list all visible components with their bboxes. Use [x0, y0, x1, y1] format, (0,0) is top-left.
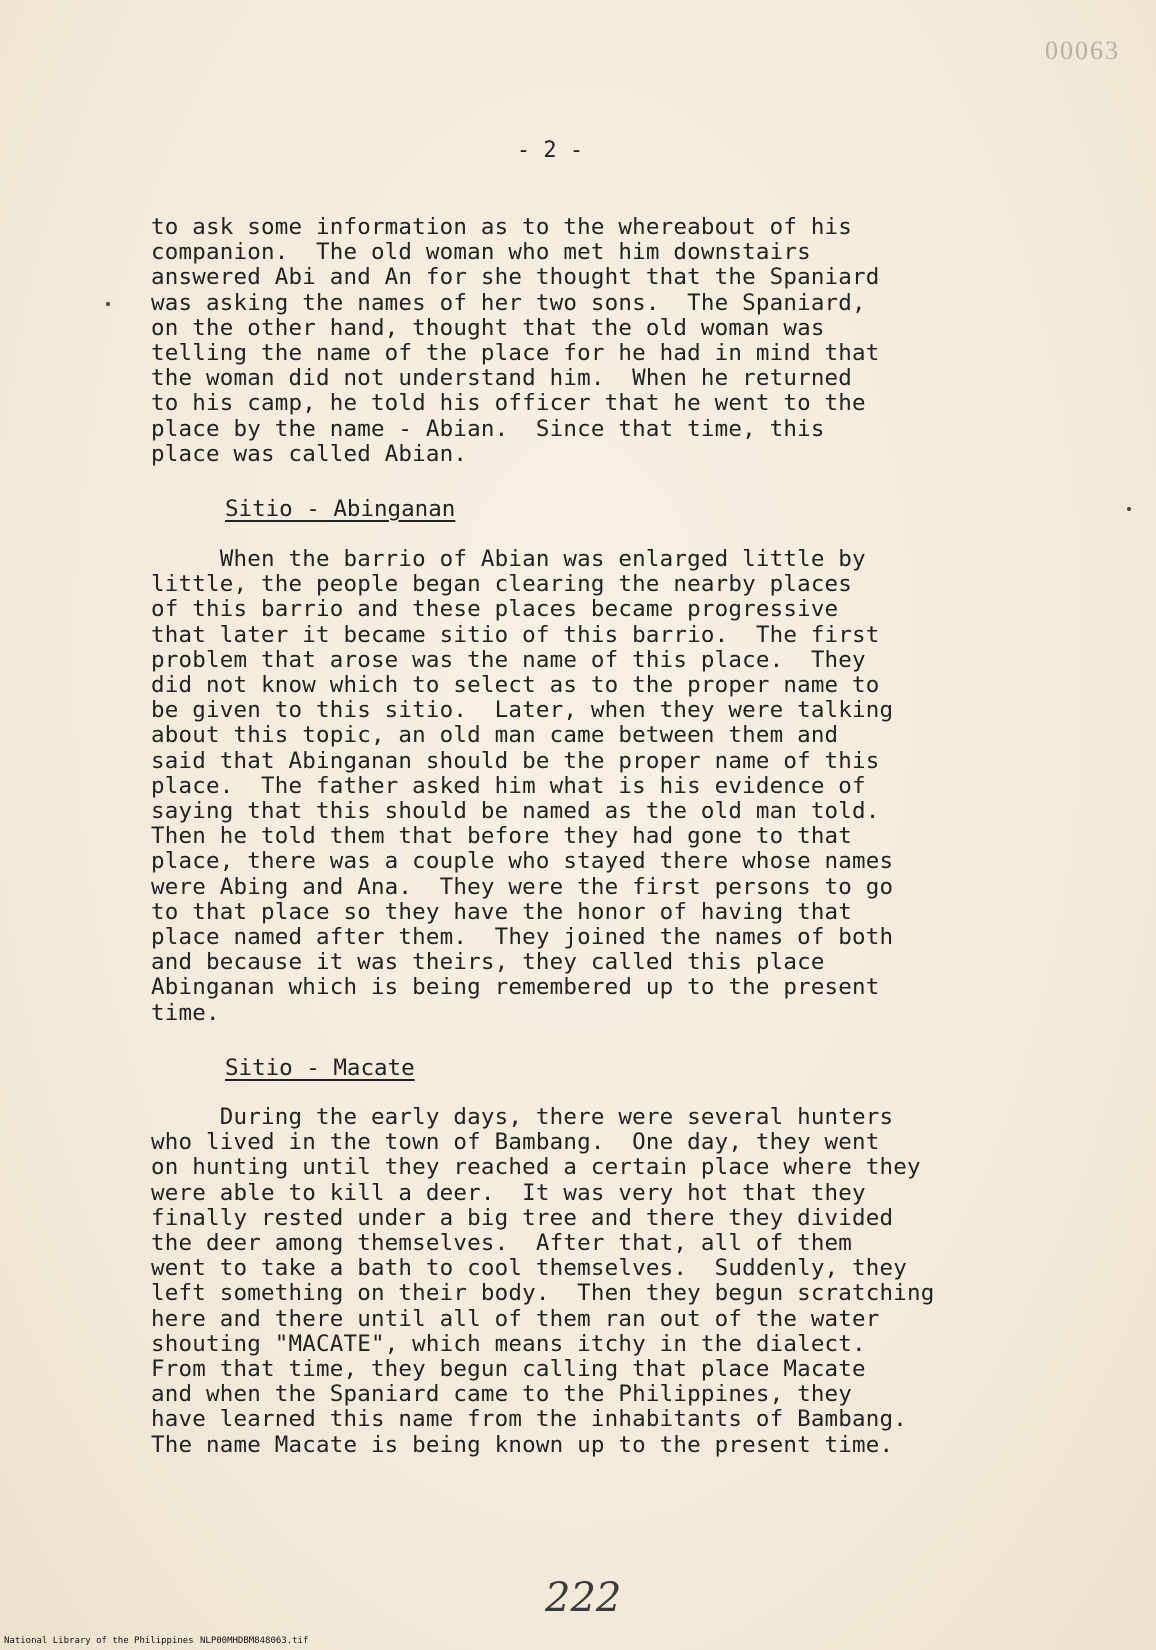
margin-mark [1127, 507, 1131, 511]
heading-sitio-macate: Sitio - Macate [225, 1055, 415, 1081]
paragraph-abinganan: When the barrio of Abian was enlarged little by little, the people began clearing the nearby places of this barrio and these places became progressive that later it became sitio of this barrio. The first problem that arose was the name of this place. They did not know which to select as to the proper name to be given to this sitio. Later, when they were talking about this topic, an old man came between them and said that Abinganan should be the proper name of this place. The father asked him what is his evidence of saying that this should be named as the old man told. Then he told them that before they had gone to that place, there was a couple who stayed there whose names were Abing and Ana. They were the first persons to go to that place so they have the honor of having that place named after them. They joined the names of both and because it was theirs, they called this place Abinganan which is being remembered up to the present time. [151, 546, 894, 1026]
handwritten-page-number: 222 [545, 1575, 622, 1621]
paragraph-macate: During the early days, there were several hunters who lived in the town of Bambang. One day, they went on hunting until they reached a certain place where they were able to kill a deer. It was very hot that they finally rested under a big tree and there they divided the deer among themselves. After that, all of them went to take a bath to cool themselves. Suddenly, they left something on their body. Then they begun scratching here and there until all of them ran out of the water shouting "MACATE", which means itchy in the dialect. From that time, they begun calling that place Macate and when the Spaniard came to the Philippines, they have learned this name from the inhabitants of Bambang. The name Macate is being known up to the present time. [151, 1104, 935, 1458]
footer-library-label: National Library of the Philippines [4, 1636, 194, 1646]
footer-file-name: NLP00MHDBM848063.tif [200, 1636, 309, 1646]
page-number: - 2 - [516, 138, 584, 163]
paragraph-abian: to ask some information as to the whereabout of his companion. The old woman who met him downstairs answered Abi and An for she thought that the Spaniard was asking the names of her two sons. The Spaniard, on the other hand, thought that the old woman was telling the name of the place for he had in mind that the woman did not understand him. When he returned to his camp, he told his officer that he went to the place by the name - Abian. Since that time, this place was called Abian. [151, 214, 880, 467]
margin-mark [106, 302, 110, 306]
heading-sitio-abinganan: Sitio - Abinganan [225, 496, 456, 522]
page-stamp: 00063 [1045, 36, 1120, 65]
